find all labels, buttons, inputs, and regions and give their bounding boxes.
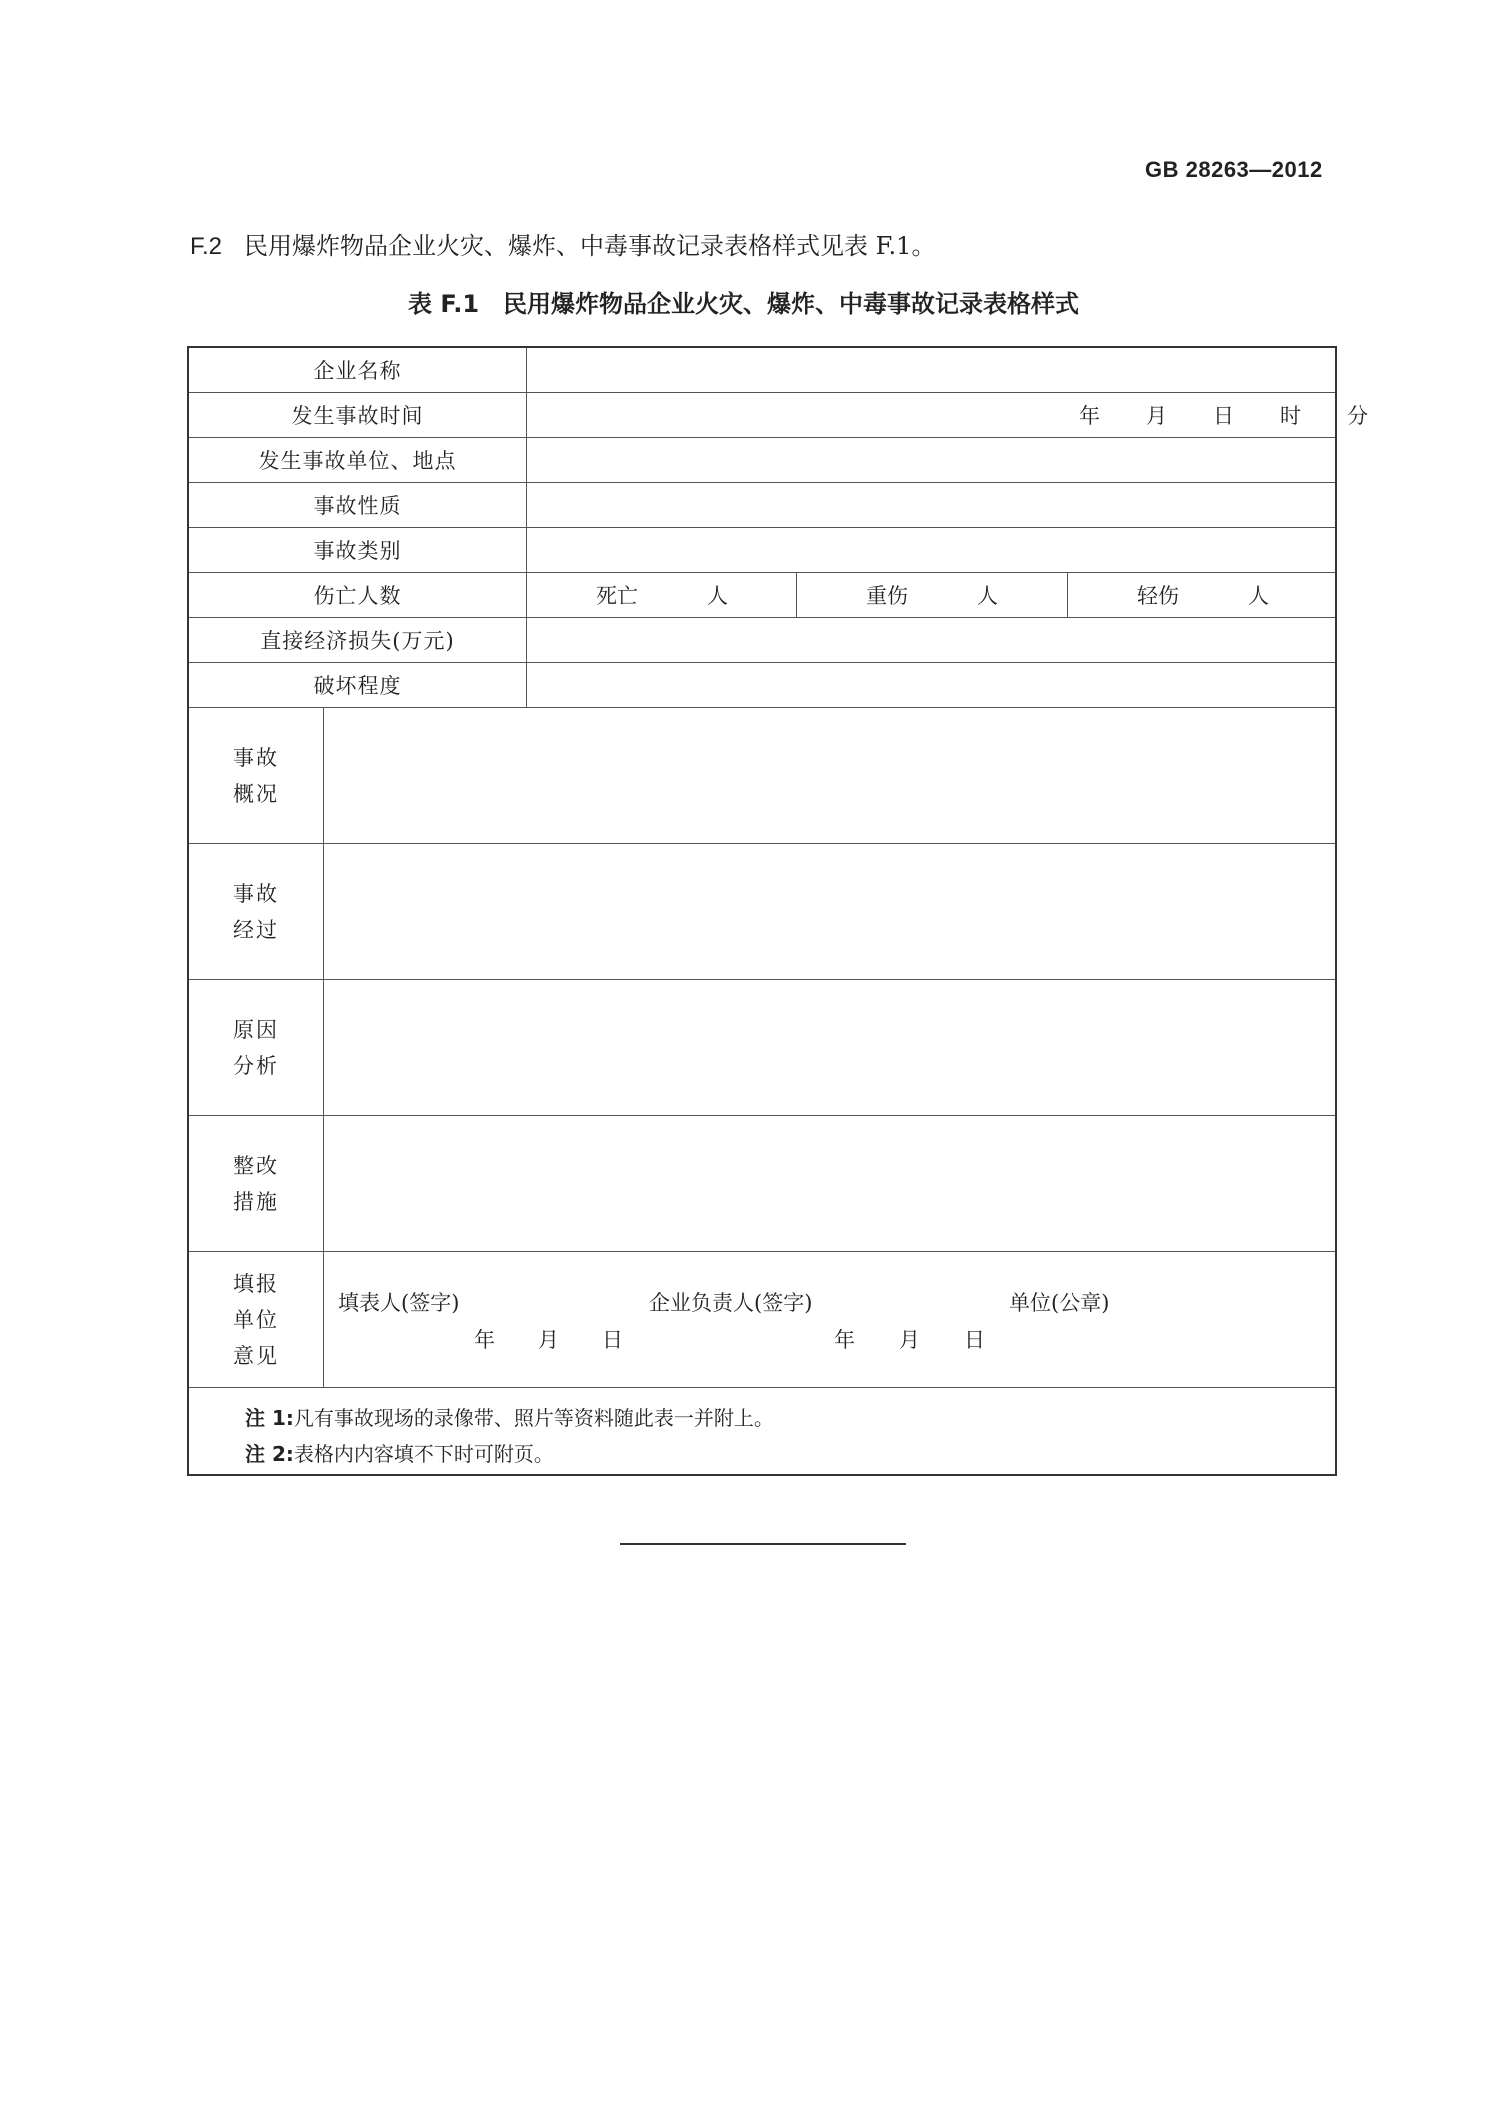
sig-leader-month: 月 (899, 1328, 920, 1352)
field-accident-category[interactable] (527, 528, 1335, 572)
note-1: 注 1:凡有事故现场的录像带、照片等资料随此表一并附上。 (245, 1406, 774, 1430)
label-accident-time: 发生事故时间 (189, 393, 527, 437)
section-overview (189, 708, 1335, 844)
notes-row (189, 1388, 1335, 1474)
note-2: 注 2:表格内内容填不下时可附页。 (245, 1442, 554, 1466)
unit-person-dead: 人 (707, 584, 728, 608)
field-company-name[interactable] (527, 348, 1335, 392)
unit-minute: 分 (1347, 404, 1368, 428)
field-process[interactable] (324, 844, 1335, 979)
sig-filler-year: 年 (474, 1328, 495, 1352)
label-seriously-injured: 重伤 (866, 584, 908, 608)
unit-day: 日 (1213, 404, 1234, 428)
label-opinion: 填报 单位 意见 (233, 1271, 279, 1368)
end-rule (620, 1543, 906, 1545)
section-measures (189, 1116, 1335, 1252)
section-process (189, 844, 1335, 980)
label-measures: 整改 措施 (233, 1153, 279, 1214)
sig-unit-seal: 单位(公章) (1009, 1291, 1110, 1315)
label-accident-location: 发生事故单位、地点 (189, 438, 527, 482)
clause-number: F.2 (190, 233, 223, 260)
field-seriously-injured[interactable] (797, 573, 1068, 617)
field-slightly-injured[interactable] (1068, 573, 1335, 617)
field-damage-degree[interactable] (527, 663, 1335, 707)
row-accident-time (189, 393, 1368, 438)
label-accident-category: 事故类别 (189, 528, 527, 572)
label-overview: 事故 概况 (233, 745, 279, 806)
sig-leader-day: 日 (964, 1328, 985, 1352)
field-accident-time[interactable] (527, 393, 1368, 437)
row-accident-category (189, 528, 1335, 573)
label-company-name: 企业名称 (189, 348, 527, 392)
standard-code: GB 28263—2012 (1145, 157, 1323, 182)
section-cause (189, 980, 1335, 1116)
field-direct-loss[interactable] (527, 618, 1335, 662)
sig-filler-day: 日 (602, 1328, 623, 1352)
sig-leader-year: 年 (834, 1328, 855, 1352)
unit-hour: 时 (1280, 404, 1301, 428)
field-accident-nature[interactable] (527, 483, 1335, 527)
row-accident-nature (189, 483, 1335, 528)
field-dead[interactable] (527, 573, 797, 617)
field-opinion[interactable] (324, 1252, 1335, 1387)
unit-month: 月 (1146, 404, 1167, 428)
table-title: 民用爆炸物品企业火灾、爆炸、中毒事故记录表格样式 (503, 290, 1080, 318)
sig-leader: 企业负责人(签字) (649, 1291, 813, 1315)
label-accident-nature: 事故性质 (189, 483, 527, 527)
label-damage-degree: 破坏程度 (189, 663, 527, 707)
row-damage-degree (189, 663, 1335, 708)
field-accident-location[interactable] (527, 438, 1335, 482)
table-caption (408, 284, 1079, 319)
unit-year: 年 (1079, 404, 1100, 428)
row-company-name (189, 348, 1335, 393)
label-process: 事故 经过 (233, 881, 279, 942)
clause-f2 (190, 226, 935, 261)
label-casualties: 伤亡人数 (189, 573, 527, 617)
field-cause[interactable] (324, 980, 1335, 1115)
sig-filler-month: 月 (538, 1328, 559, 1352)
field-overview[interactable] (324, 708, 1335, 843)
table-number: 表 F.1 (408, 290, 480, 318)
sig-filler: 填表人(签字) (338, 1291, 460, 1315)
label-slightly-injured: 轻伤 (1137, 584, 1179, 608)
row-direct-loss (189, 618, 1335, 663)
field-casualties (527, 573, 1335, 617)
label-dead: 死亡 (596, 584, 638, 608)
row-accident-location (189, 438, 1335, 483)
row-casualties (189, 573, 1335, 618)
field-measures[interactable] (324, 1116, 1335, 1251)
clause-text: 民用爆炸物品企业火灾、爆炸、中毒事故记录表格样式见表 F.1。 (244, 232, 936, 260)
unit-person-slight: 人 (1248, 584, 1269, 608)
accident-record-form (187, 346, 1368, 1476)
unit-person-serious: 人 (977, 584, 998, 608)
section-opinion (189, 1252, 1335, 1388)
label-direct-loss: 直接经济损失(万元) (189, 618, 527, 662)
label-cause: 原因 分析 (233, 1017, 279, 1078)
